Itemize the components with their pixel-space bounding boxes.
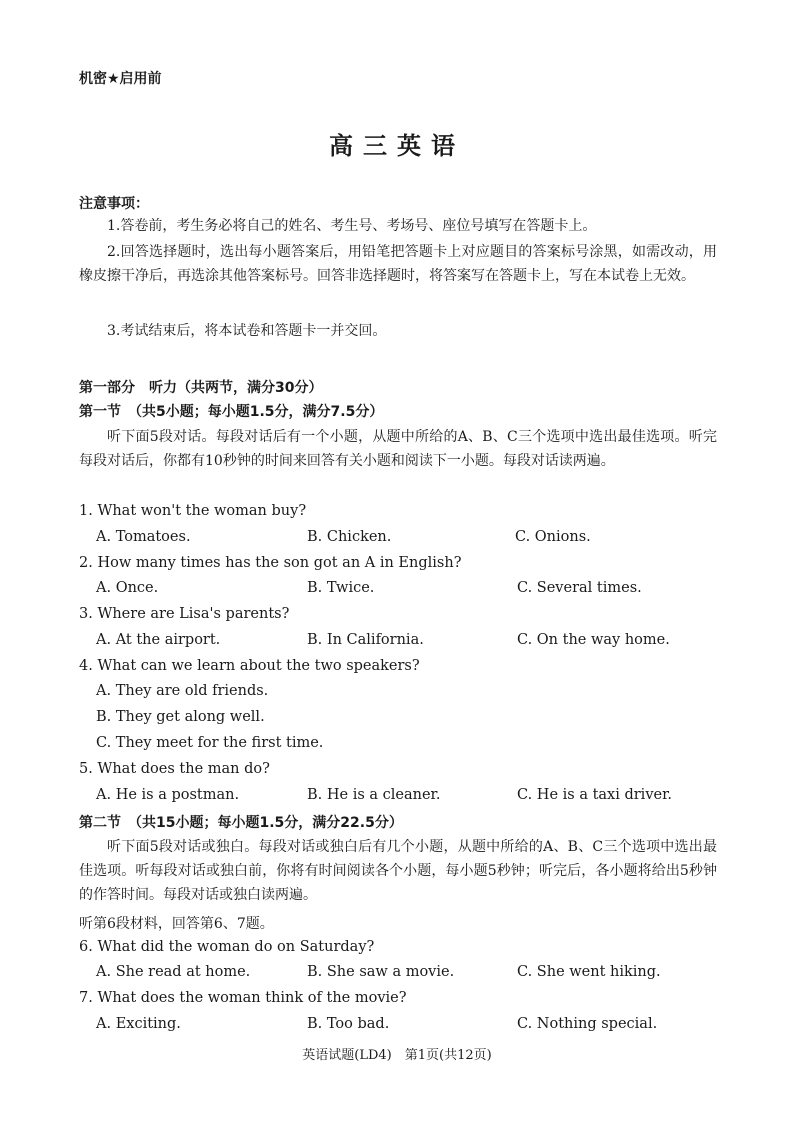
question-6: 6. What did the woman do on Saturday?: [79, 939, 375, 955]
q2-option-a: A. Once.: [96, 580, 159, 596]
q2-option-c: C. Several times.: [517, 580, 642, 596]
q7-option-a: A. Exciting.: [96, 1016, 181, 1032]
q4-option-b: B. They get along well.: [96, 709, 265, 725]
q2-option-b: B. Twice.: [307, 580, 375, 596]
confidential-label: 机密★启用前: [79, 71, 162, 87]
q5-option-a: A. He is a postman.: [96, 787, 240, 803]
question-4: 4. What can we learn about the two speakers?: [79, 658, 420, 674]
q3-option-c: C. On the way home.: [517, 632, 670, 648]
q4-option-c: C. They meet for the first time.: [96, 735, 324, 751]
question-7: 7. What does the woman think of the movie?: [79, 990, 407, 1006]
q6-option-b: B. She saw a movie.: [307, 964, 455, 980]
notice-item-3: 3.考试结束后，将本试卷和答题卡一并交回。: [107, 323, 387, 339]
question-1: 1. What won't the woman buy?: [79, 503, 307, 519]
q7-option-c: C. Nothing special.: [517, 1016, 658, 1032]
section1-instructions: 听下面5段对话。每段对话后有一个小题，从题中所给的A、B、C三个选项中选出最佳选项。听完每段对话后，你都有10秒钟的时间来回答有关小题和阅读下一小题。每段对话读两遍。: [79, 429, 717, 469]
q1-option-a: A. Tomatoes.: [96, 529, 191, 545]
q6-option-a: A. She read at home.: [96, 964, 251, 980]
material-note: 听第6段材料，回答第6、7题。: [79, 916, 274, 932]
question-3: 3. Where are Lisa's parents?: [79, 606, 290, 622]
q3-option-b: B. In California.: [307, 632, 424, 648]
section2-instructions: 听下面5段对话或独白。每段对话或独白后有几个小题，从题中所给的A、B、C三个选项中选出最佳选项。听每段对话或独白前，你将有时间阅读各个小题，每小题5秒钟；听完后，各小题将给出5秒钟的作答时间。每段对话或独白读两遍。: [79, 839, 717, 903]
q3-option-a: A. At the airport.: [96, 632, 221, 648]
question-2: 2. How many times has the son got an A in English?: [79, 555, 462, 571]
q4-option-a: A. They are old friends.: [96, 683, 269, 699]
question-5: 5. What does the man do?: [79, 761, 270, 777]
page-title: 高三英语: [329, 132, 465, 160]
q5-option-b: B. He is a cleaner.: [307, 787, 441, 803]
q7-option-b: B. Too bad.: [307, 1016, 390, 1032]
notice-heading: 注意事项：: [79, 196, 149, 212]
q1-option-c: C. Onions.: [515, 529, 591, 545]
page-footer: 英语试题(LD4) 第1页(共12页): [302, 1048, 492, 1063]
q5-option-c: C. He is a taxi driver.: [517, 787, 673, 803]
section1-heading: 第一节 （共5小题；每小题1.5分，满分7.5分）: [79, 404, 384, 420]
q1-option-b: B. Chicken.: [307, 529, 392, 545]
part1-heading: 第一部分 听力（共两节，满分30分）: [79, 380, 323, 396]
notice-item-2: 2.回答选择题时，选出每小题答案后，用铅笔把答题卡上对应题目的答案标号涂黑，如需改动，用橡皮擦干净后，再选涂其他答案标号。回答非选择题时，将答案写在答题卡上，写在本试卷上无效。: [79, 244, 717, 284]
section2-heading: 第二节 （共15小题；每小题1.5分，满分22.5分）: [79, 815, 403, 831]
notice-item-1: 1.答卷前，考生务必将自己的姓名、考生号、考场号、座位号填写在答题卡上。: [107, 218, 597, 234]
q6-option-c: C. She went hiking.: [517, 964, 661, 980]
